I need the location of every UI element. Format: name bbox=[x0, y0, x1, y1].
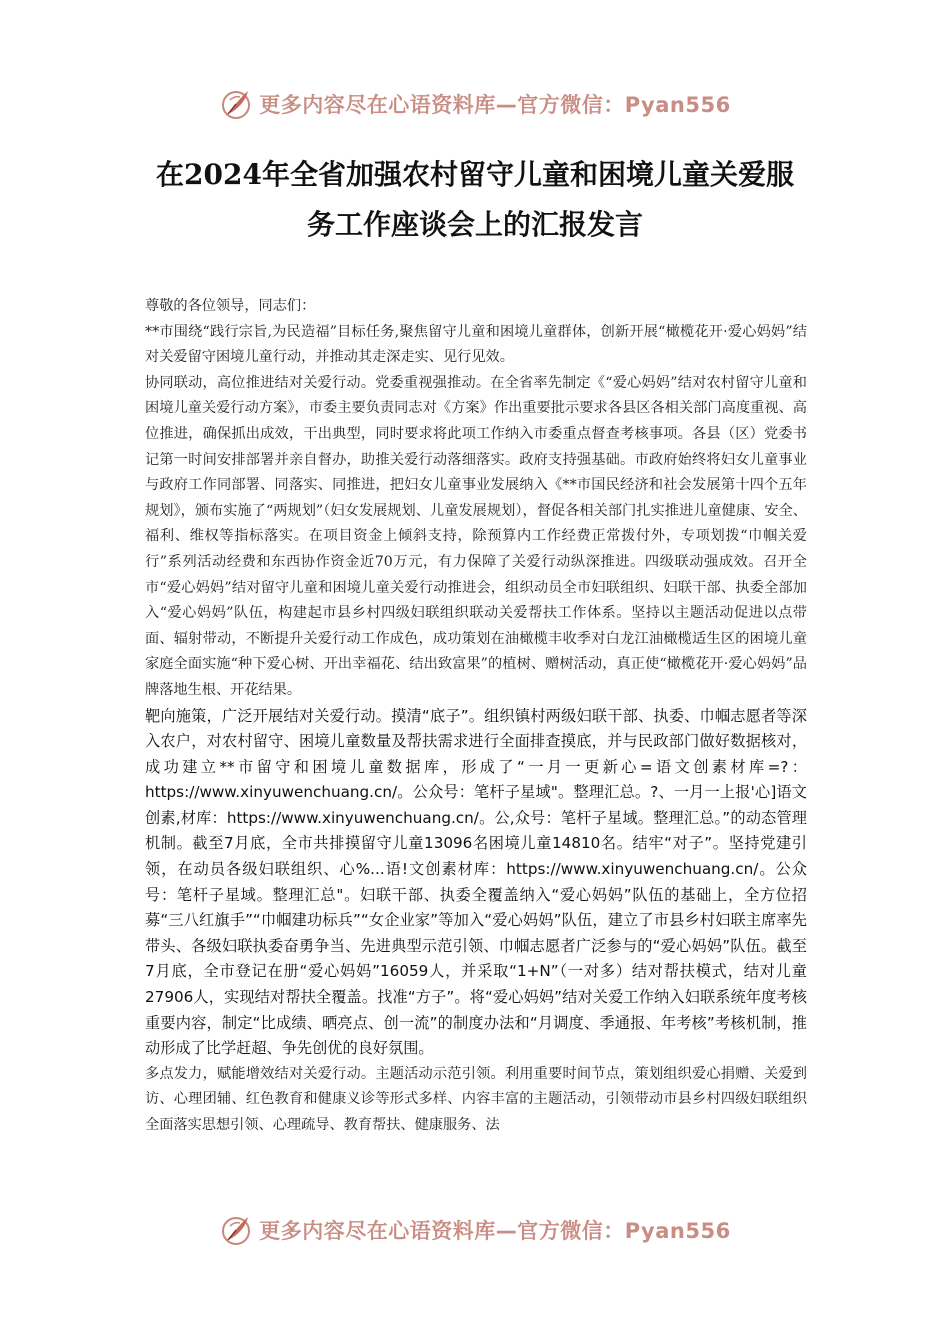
intro-paragraph: **市围绕“践行宗旨,为民造福”目标任务,聚焦留守儿童和困境儿童群体，创新开展“橄榄花开·爱心妈妈”结对关爱留守困境儿童行动，并推动其走深走实、见行见效。 bbox=[145, 323, 807, 366]
section-targeted-paragraph: 靶向施策，广泛开展结对关爱行动。摸清“底子”。组织镇村两级妇联干部、执委、巾帼志愿者等深入农户，对农村留守、困境儿童数量及帮扶需求进行全面排查摸底，并与民政部门做好数据核对，成功建立**市留守和困境儿童数据库，形成了“一月一更新心=语文创素材库=?：https://www.xinyuwenchuang.cn/。公众号：笔杆子星域"。整理汇总。?、一月一上报'心]语文创素,材库：https://www.xinyuwenchuang.cn/。公,众号：笔杆子星域。整理汇总。”的动态管理机制。截至7月底，全市共排摸留守儿童13096名困境儿童14810名。结牢“对子”。坚持党建引领，在动员各级妇联组织、心%...语!文创素材库：https://www.xinyuwenchuang.cn/。公众号：笔杆子星域。整理汇总"。妇联干部、执委全覆盖纳入“爱心妈妈”队伍的基础上，全方位招募“三八红旗手”“巾帼建功标兵”“女企业家”等加入“爱心妈妈”队伍，建立了市县乡村妇联主席率先带头、各级妇联执委奋勇争当、先进典型示范引领、巾帼志愿者广泛参与的“爱心妈妈”队伍。截至7月底，全市登记在册“爱心妈妈”16059人，并采取“1+N”（一对多）结对帮扶模式，结对儿童27906人，实现结对帮扶全覆盖。找准“方子”。将“爱心妈妈”结对关爱工作纳入妇联系统年度考核重要内容，制定“比成绩、晒亮点、创一流”的制度办法和“月调度、季通报、年考核”考核机制，推动形成了比学赶超、争先创优的良好氛围。 bbox=[145, 706, 807, 1058]
document-body bbox=[145, 294, 807, 1139]
salutation-paragraph: 尊敬的各位领导，同志们： bbox=[145, 298, 316, 314]
title-line-2: 务工作座谈会上的汇报发言 bbox=[306, 208, 643, 241]
section-coordination-paragraph: 协同联动，高位推进结对关爱行动。党委重视强推动。在全省率先制定《“爱心妈妈”结对农村留守儿童和困境儿童关爱行动方案》，市委主要负责同志对《方案》作出重要批示要求各县区各相关部门高度重视、高位推进，确保抓出成效，干出典型，同时要求将此项工作纳入市委重点督查考核事项。各县（区）党委书记第一时间安排部署并亲自督办，助推关爱行动落细落实。政府支持强基础。市政府始终将妇女儿童事业与政府工作同部署、同落实、同推进，把妇女儿童事业发展纳入《**市国民经济和社会发展第十四个五年规划》，颁布实施了“两规划”（妇女发展规划、儿童发展规划），督促各相关部门扎实推进儿童健康、安全、福利、维权等指标落实。在项目资金上倾斜支持，除预算内工作经费正常拨付外，专项划拨“巾帼关爱行”系列活动经费和东西协作资金近70万元，有力保障了关爱行动纵深推进。四级联动强成效。召开全市“爱心妈妈”结对留守儿童和困境儿童关爱行动推进会，组织动员全市妇联组织、妇联干部、执委全部加入“爱心妈妈”队伍，构建起市县乡村四级妇联组织联动关爱帮扶工作体系。坚持以主题活动促进以点带面、辐射带动，不断提升关爱行动工作成色，成功策划在油橄榄丰收季对白龙江油橄榄适生区的困境儿童家庭全面实施“种下爱心树、开出幸福花、结出致富果”的植树、赠树活动，真正使“橄榄花开·爱心妈妈”品牌落地生根、开花结果。 bbox=[145, 374, 807, 698]
quill-pen-logo-icon bbox=[219, 87, 253, 121]
watermark-text: 更多内容尽在心语资料库—官方微信：Pyan556 bbox=[259, 1219, 731, 1243]
quill-pen-logo-icon bbox=[219, 1213, 253, 1247]
watermark-header bbox=[0, 84, 950, 124]
title-line-1: 在2024年全省加强农村留守儿童和困境儿童关爱服 bbox=[156, 158, 794, 191]
section-multi-effort-paragraph: 多点发力，赋能增效结对关爱行动。主题活动示范引领。利用重要时间节点，策划组织爱心捐赠、关爱到访、心理团辅、红色教育和健康义诊等形式多样、内容丰富的主题活动，引领带动市县乡村四级妇联组织全面落实思想引领、心理疏导、教育帮扶、健康服务、法 bbox=[145, 1065, 807, 1133]
watermark-text: 更多内容尽在心语资料库—官方微信：Pyan556 bbox=[259, 93, 731, 117]
document-title bbox=[120, 150, 830, 250]
watermark-footer bbox=[0, 1210, 950, 1250]
